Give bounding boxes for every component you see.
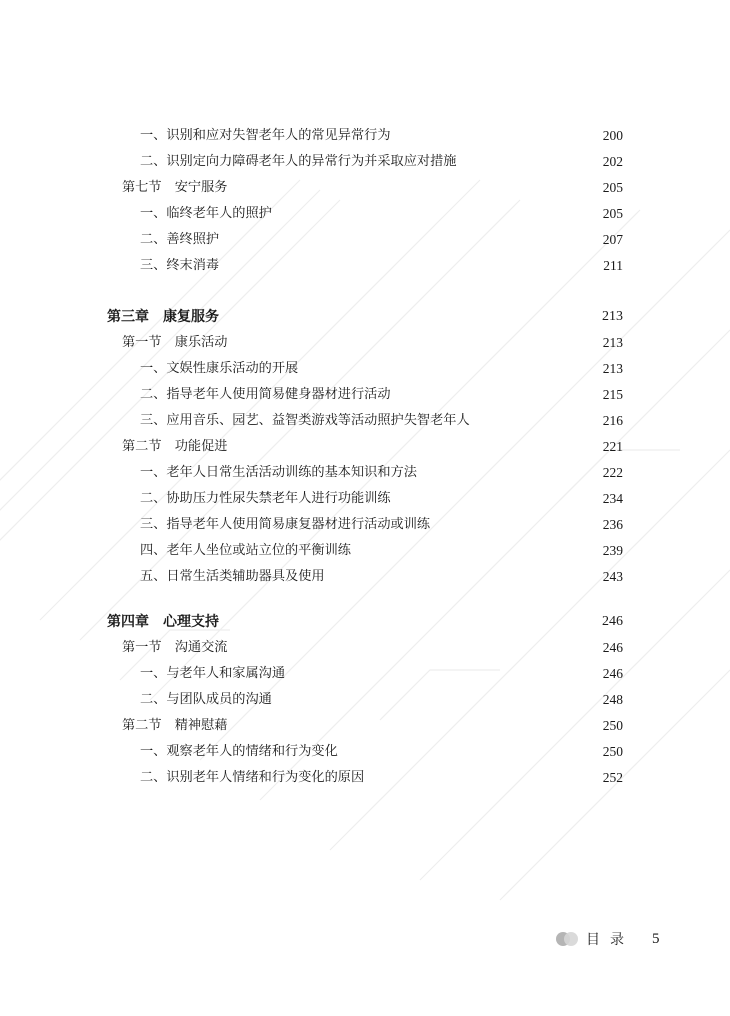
toc-item-row [140, 566, 623, 588]
toc-entry-page: 246 [602, 666, 623, 681]
toc-entry-title: 第四章 心理支持 [107, 614, 219, 630]
toc-entry-title: 一、识别和应对失智老年人的常见异常行为 [140, 128, 391, 143]
toc-entry-page: 222 [602, 465, 623, 480]
toc-entry-page: 205 [602, 206, 623, 221]
page-footer [556, 928, 660, 950]
toc-entry-page: 213 [602, 309, 623, 324]
toc-entry-page: 248 [602, 692, 623, 707]
dot-leader [225, 229, 597, 251]
dot-leader [331, 566, 597, 588]
toc-entry-page: 246 [602, 614, 623, 629]
dot-leader [304, 358, 597, 380]
toc-entry-page: 200 [602, 128, 623, 143]
toc-item-row [140, 514, 623, 536]
toc-entry-title: 第二节 功能促进 [122, 439, 228, 454]
dot-leader [357, 540, 597, 562]
toc-entry-title: 二、识别定向力障碍老年人的异常行为并采取应对措施 [140, 154, 457, 169]
toc-item-row [140, 767, 623, 789]
toc-entry-title: 三、应用音乐、园艺、益智类游戏等活动照护失智老年人 [140, 413, 470, 428]
toc-item-row [140, 151, 623, 173]
toc-entry-page: 213 [602, 361, 623, 376]
dot-leader [234, 177, 597, 199]
toc-entry-title: 二、与团队成员的沟通 [140, 692, 272, 707]
toc-entry-title: 一、文娱性康乐活动的开展 [140, 361, 299, 376]
toc-item-row [140, 229, 623, 251]
toc-section-row [122, 637, 623, 659]
toc-entry-page: 250 [602, 744, 623, 759]
toc-entry-page: 215 [602, 387, 623, 402]
dot-leader [463, 151, 597, 173]
dot-leader [234, 715, 597, 737]
toc-entry-page: 236 [602, 517, 623, 532]
dot-leader [225, 306, 596, 328]
dot-leader [225, 611, 596, 633]
toc-entry-page: 234 [602, 491, 623, 506]
dot-leader [476, 410, 597, 432]
toc-entry-page: 239 [602, 543, 623, 558]
toc-entry-title: 第三章 康复服务 [107, 309, 219, 325]
toc-item-row [140, 255, 623, 277]
toc-chapter-row [107, 611, 623, 633]
dot-leader [397, 488, 597, 510]
dot-leader [291, 663, 597, 685]
dot-leader [234, 332, 597, 354]
dot-leader [278, 203, 597, 225]
toc-entry-title: 二、指导老年人使用简易健身器材进行活动 [140, 387, 391, 402]
toc-entry-page: 216 [602, 413, 623, 428]
dot-leader [423, 462, 597, 484]
toc-item-row [140, 384, 623, 406]
toc-item-row [140, 358, 623, 380]
toc-entry-page: 207 [602, 232, 623, 247]
toc-entry-title: 二、善终照护 [140, 232, 220, 247]
dot-leader [344, 741, 597, 763]
toc-entry-title: 五、日常生活类辅助器具及使用 [140, 569, 325, 584]
page-number: 5 [652, 930, 660, 947]
dot-leader [278, 689, 597, 711]
toc-item-row [140, 410, 623, 432]
toc-entry-page: 246 [602, 640, 623, 655]
dot-leader [397, 384, 597, 406]
toc-item-row [140, 488, 623, 510]
toc-entry-title: 一、临终老年人的照护 [140, 206, 272, 221]
toc-entry-title: 第一节 沟通交流 [122, 640, 228, 655]
dot-leader [225, 255, 597, 277]
toc-entry-title: 第七节 安宁服务 [122, 180, 228, 195]
toc-entry-title: 第一节 康乐活动 [122, 335, 228, 350]
toc-entry-title: 二、协助压力性尿失禁老年人进行功能训练 [140, 491, 391, 506]
toc-entry-page: 202 [602, 154, 623, 169]
footer-circles-icon [556, 932, 578, 946]
toc-entry-page: 221 [602, 439, 623, 454]
toc-item-row [140, 462, 623, 484]
toc-chapter-row [107, 306, 623, 328]
toc-item-row [140, 741, 623, 763]
toc-entry-title: 一、与老年人和家属沟通 [140, 666, 286, 681]
toc-entry-title: 二、识别老年人情绪和行为变化的原因 [140, 770, 365, 785]
footer-label: 目录 [586, 932, 634, 948]
toc-entry-title: 四、老年人坐位或站立位的平衡训练 [140, 543, 351, 558]
toc-entry-title: 三、终末消毒 [140, 258, 220, 273]
toc-section-row [122, 332, 623, 354]
toc-entry-page: 243 [602, 569, 623, 584]
toc-entry-title: 第二节 精神慰藉 [122, 718, 228, 733]
toc-entry-title: 一、老年人日常生活活动训练的基本知识和方法 [140, 465, 417, 480]
toc-item-row [140, 125, 623, 147]
toc-section-row [122, 715, 623, 737]
toc-entry-title: 三、指导老年人使用简易康复器材进行活动或训练 [140, 517, 431, 532]
dot-leader [234, 436, 597, 458]
toc-section-row [122, 177, 623, 199]
toc-entry-page: 205 [602, 180, 623, 195]
toc-entry-page: 213 [602, 335, 623, 350]
toc-entry-page: 250 [602, 718, 623, 733]
toc-item-row [140, 663, 623, 685]
toc-section-row [122, 436, 623, 458]
dot-leader [397, 125, 597, 147]
toc-item-row [140, 689, 623, 711]
toc-entry-title: 一、观察老年人的情绪和行为变化 [140, 744, 338, 759]
dot-leader [370, 767, 597, 789]
toc-entry-page: 211 [603, 258, 623, 273]
toc-item-row [140, 540, 623, 562]
dot-leader [234, 637, 597, 659]
toc-entry-page: 252 [602, 770, 623, 785]
toc-item-row [140, 203, 623, 225]
dot-leader [436, 514, 597, 536]
